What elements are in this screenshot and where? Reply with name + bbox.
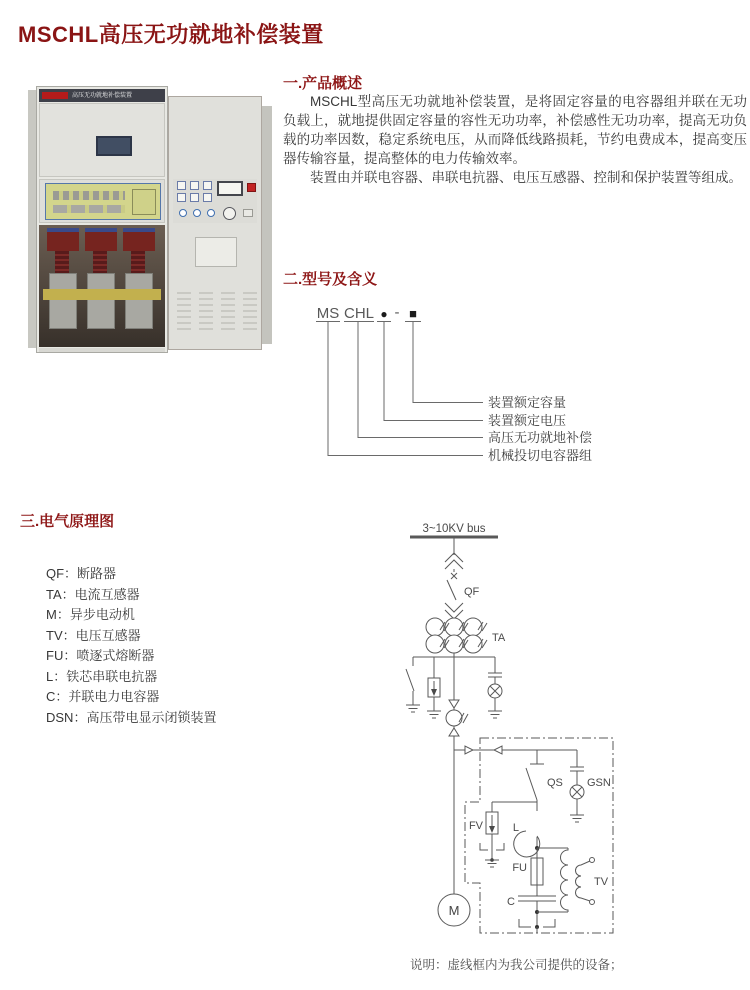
indicator-switch (203, 181, 212, 190)
ground-icon (488, 711, 502, 718)
model-designation-diagram (300, 290, 740, 472)
section1-body (283, 92, 747, 187)
indicator-switch (190, 193, 199, 202)
legend-item-fu: FU：喷逐式熔断器 (46, 648, 155, 663)
legend-item-m: M：异步电动机 (46, 607, 135, 622)
cabinet-lower-compartment (39, 225, 165, 347)
indicator-switch (177, 193, 186, 202)
legend-item-ta: TA：电流互感器 (46, 586, 140, 602)
schematic-note: 说明：虚线框内为我公司提供的设备； (410, 958, 623, 972)
drawout-contact-upper-icon (445, 553, 463, 569)
vent-slots (199, 292, 213, 334)
control-panel (45, 183, 161, 220)
overview-paragraph-1: MSCHL型高压无功就地补偿装置，是将固定容量的电容器组并联在无功负载上，就地提供固定容量的容性无功功率，补偿感性无功功率，提高无功负载的功率因数，稳定系统电压，从而降低线路损耗，节约电费成本，提高变压器传输容量，提高整体的电力传输效率。 (283, 94, 747, 166)
cable-head-up-icon (449, 728, 459, 736)
fv-branch-line (492, 802, 537, 812)
cable-head-down-icon (449, 700, 459, 708)
cabinet-upper-door (39, 103, 165, 177)
cabinet-right-door (168, 96, 262, 350)
model-dash: - (394, 304, 400, 321)
ground-icon (406, 705, 420, 712)
model-label-compensation: 高压无功就地补偿 (488, 430, 593, 445)
model-part-chl: CHL (343, 305, 375, 322)
model-callout-lines (316, 322, 483, 456)
ground-icon (427, 711, 441, 718)
cabinet-right-side-panel (262, 106, 272, 344)
fv-label: FV (468, 820, 483, 832)
vent-slots (177, 292, 191, 334)
door-pocket (195, 237, 237, 267)
reactor-unit (123, 228, 155, 251)
tv-terminal-icon (590, 858, 595, 863)
gsn-label: GSN (587, 777, 611, 789)
overview-paragraph-2: 装置由并联电容器、串联电抗器、电压互感器、控制和保护装置等组成。 (310, 170, 742, 185)
legend-item-tv: TV：电压互感器 (46, 627, 141, 643)
tv-terminal-icon (590, 900, 595, 905)
reactor-unit (85, 228, 117, 251)
section2-heading: 二.型号及含义 (283, 271, 378, 288)
cabinet-left (36, 86, 168, 353)
round-indicator (193, 209, 201, 217)
tv-label: TV (594, 876, 609, 888)
reactor-l-icon (514, 831, 540, 857)
busbar (43, 289, 161, 300)
legend-item-c: C：并联电力电容器 (46, 689, 160, 704)
instrument-panel (173, 179, 257, 223)
cabinet-control-section (39, 179, 165, 223)
meter-display (217, 181, 243, 196)
current-transformer-icons (426, 618, 482, 653)
cabinet-kickplate (39, 348, 165, 352)
red-button (247, 183, 256, 192)
cabinet-nameplate: 高压无功就地补偿装置 (72, 93, 133, 99)
l-label: L (512, 822, 519, 834)
capacitor-box (125, 273, 153, 329)
model-label-switching: 机械投切电容器组 (488, 448, 593, 463)
vent-slots (243, 292, 257, 334)
c-label: C (507, 896, 515, 908)
capacitor-divider-icon (488, 657, 502, 684)
legend-item-dsn: DSN：高压带电显示闭锁装置 (46, 709, 217, 725)
legend-item-qf: QF：断路器 (46, 566, 117, 581)
cabinet-display (96, 136, 132, 156)
control-module (132, 189, 156, 215)
reactor-unit (47, 228, 79, 251)
page-title: MSCHL高压无功就地补偿装置 (18, 22, 324, 47)
bus-label: 3~10KV bus (422, 523, 486, 535)
section1-heading: 一.产品概述 (283, 75, 363, 92)
section3-heading: 三.电气原理图 (20, 513, 115, 530)
insulator-stack (131, 251, 145, 274)
legend-item-l: L：铁芯串联电抗器 (46, 668, 158, 684)
product-photo (28, 78, 272, 362)
ground-icon (570, 815, 584, 822)
brand-logo (42, 92, 68, 99)
qs-label: QS (547, 777, 563, 789)
earthing-switch-icon (406, 657, 414, 705)
fu-label: FU (512, 862, 527, 874)
round-indicator (207, 209, 215, 217)
breaker-blade-icon (447, 580, 456, 600)
indicator-switch (190, 181, 199, 190)
capacitor-box (87, 273, 115, 329)
tv-secondary-coil-icon (576, 861, 591, 901)
insulator-stack (93, 251, 107, 274)
circuit-legend (46, 564, 216, 728)
gsn-capacitor-icon (570, 750, 584, 785)
model-label-voltage: 装置额定电压 (488, 413, 567, 428)
model-square-placeholder: ■ (409, 306, 417, 321)
model-dot-placeholder: ● (380, 307, 388, 321)
capacitor-c-icon (518, 896, 556, 901)
m-label: M (448, 903, 460, 918)
vent-slots (221, 292, 235, 334)
indicator-switch (177, 181, 186, 190)
relay-row (53, 191, 125, 200)
terminal-row (53, 205, 125, 213)
electrical-schematic (380, 515, 696, 967)
tv-primary-coil-icon (561, 848, 569, 912)
rotary-switch (223, 207, 236, 220)
ta-label: TA (492, 632, 506, 644)
cable-arrow-left-icon (494, 746, 502, 754)
insulator-stack (55, 251, 69, 274)
cable-arrow-right-icon (465, 746, 473, 754)
model-label-capacity: 装置额定容量 (488, 395, 567, 410)
cabinet-header-bar (39, 89, 165, 102)
zero-sequence-ct-icon (446, 710, 462, 726)
drawout-contact-lower-icon (445, 603, 463, 619)
round-indicator (179, 209, 187, 217)
indicator-switch (203, 193, 212, 202)
capacitor-box (49, 273, 77, 329)
small-module (243, 209, 253, 217)
model-part-ms: MS (316, 305, 340, 322)
breaker-x-mark-icon (451, 573, 457, 579)
qf-label: QF (464, 586, 480, 598)
